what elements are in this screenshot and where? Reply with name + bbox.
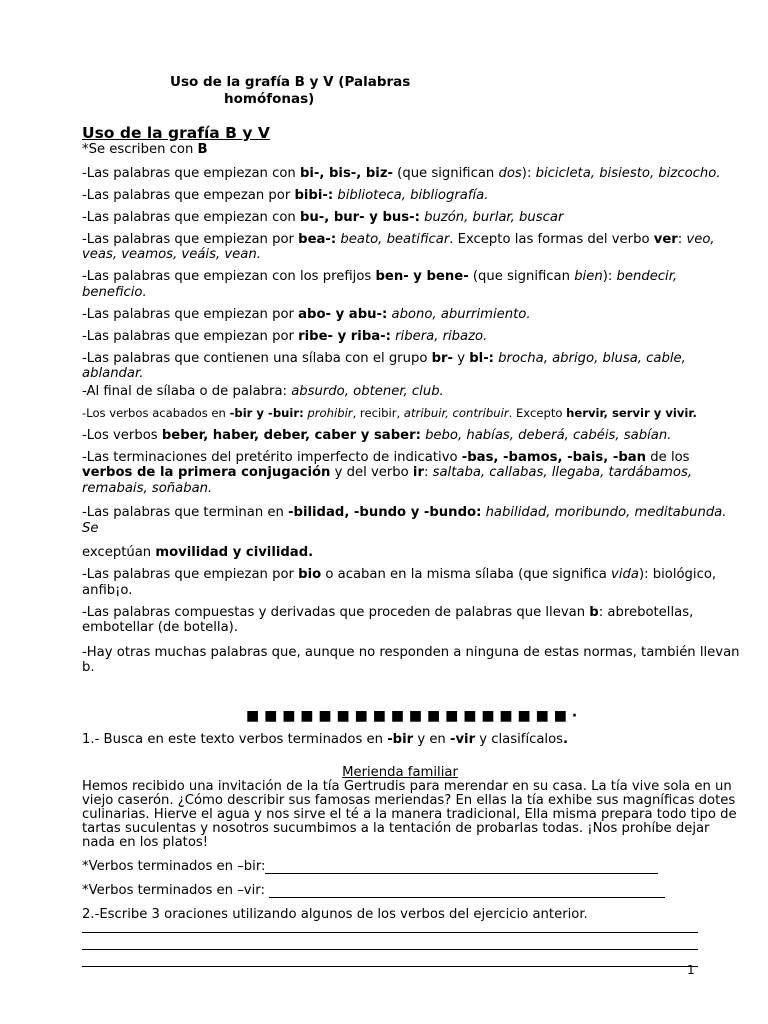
fill-vir-blank[interactable]	[269, 885, 665, 898]
answer-line[interactable]	[82, 932, 698, 933]
rule-item	[82, 605, 742, 636]
rule-item	[82, 351, 742, 382]
text-segment: exceptúan	[82, 545, 156, 560]
rule-item	[82, 450, 742, 497]
text-segment: -Las palabras que terminan en	[82, 505, 289, 520]
text-segment: -Las palabras que empiezan por	[82, 567, 299, 582]
bold-text: hervir, servir y vivir.	[566, 405, 697, 420]
bold-text: -vir	[449, 732, 476, 747]
bold-text: ben- y bene-	[375, 269, 469, 284]
bold-text: -bir y -buir:	[229, 405, 304, 420]
exercise-section	[82, 732, 742, 929]
document-title	[170, 74, 470, 108]
italic-text: brocha, abrigo, blusa, cable, ablandar.	[82, 350, 686, 381]
bold-text: -bas, -bamos, -bais, -ban	[461, 449, 647, 465]
fill-bir-label: *Verbos terminados en –bir:	[82, 859, 266, 874]
story-title: Merienda familiar	[342, 765, 458, 780]
rule-item	[82, 232, 742, 263]
answer-lines	[82, 932, 698, 983]
text-segment: de los	[646, 449, 690, 465]
intro-bold: B	[197, 142, 208, 157]
exercise-1-instruction	[82, 732, 742, 747]
text-segment: -Los verbos	[82, 427, 162, 443]
text-segment: :	[423, 465, 433, 480]
rule-item	[82, 269, 742, 300]
text-segment: -Las palabras que empiezan por	[82, 328, 299, 344]
bold-text: bi-, bis-, biz-	[299, 165, 393, 181]
italic-text: bendecir, beneficio.	[82, 269, 678, 300]
text-segment: -Las terminaciones del pretérito imperfecto de indicativo	[82, 449, 462, 465]
bold-text: beber, haber, deber, caber y saber:	[161, 427, 421, 443]
text-segment: , recibir,	[352, 405, 404, 420]
fill-bir-blank[interactable]	[265, 861, 658, 874]
text-segment: y	[453, 350, 470, 366]
text-segment: -Las palabras que empiezan con	[82, 165, 300, 181]
text-segment: . Excepto	[508, 405, 567, 420]
bold-text: bibi-:	[294, 187, 334, 203]
italic-text: beato, beatificar	[340, 231, 450, 247]
separator-dots: ■ ■ ■ ■ ■ ■ ■ ■ ■ ■ ■ ■ ■ ■ ■ ■ ■ ■ ·	[246, 708, 578, 724]
title-line-2: homófonas)	[224, 91, 315, 107]
rules-section	[82, 142, 742, 682]
rule-item	[82, 645, 742, 676]
text-segment: y del verbo	[330, 465, 413, 480]
rule-item	[82, 545, 742, 561]
text-segment: o acaban en la misma sílaba (que significa	[321, 567, 612, 582]
italic-text: veo, veas, veamos, veáis, vean.	[82, 231, 715, 262]
text-segment: ):	[521, 165, 536, 181]
italic-text: absurdo, obtener, club.	[291, 383, 444, 399]
fill-vir-label: *Verbos terminados en –vir:	[82, 883, 270, 898]
italic-text: ribera, ribazo.	[395, 328, 488, 344]
text-segment: y clasifícalos	[475, 732, 564, 747]
italic-text: dos	[498, 165, 522, 181]
bold-text: bea-:	[298, 231, 337, 247]
fill-vir-row	[82, 883, 742, 898]
text-segment: -Al final de sílaba o de palabra:	[82, 383, 292, 399]
bold-text: movilidad y civilidad.	[155, 545, 314, 560]
text-segment: -Las palabras que empezan por	[82, 187, 295, 203]
rules-list	[82, 166, 742, 676]
exercise-2-instruction: 2.-Escribe 3 oraciones utilizando algunos de los verbos del ejercicio anterior.	[82, 907, 588, 922]
bold-text: ribe- y riba-:	[298, 328, 391, 344]
text-segment: ):	[602, 269, 617, 284]
text-segment: -Hay otras muchas palabras que, aunque no responden a ninguna de estas normas, también llevan b.	[82, 644, 740, 675]
italic-text: bebo, habías, deberá, cabéis, sabían.	[425, 427, 672, 443]
rule-item	[82, 188, 742, 204]
rule-item	[82, 307, 742, 323]
italic-text: saltaba, callabas, llegaba, tardábamos, remabais, soñaban.	[82, 465, 693, 496]
bold-text: abo- y abu-:	[298, 306, 388, 322]
text-segment: 1.- Busca en este texto verbos terminados en	[82, 732, 388, 747]
italic-text: prohibir	[307, 405, 353, 420]
answer-line[interactable]	[82, 966, 698, 967]
section-heading: Uso de la grafía B y V	[82, 124, 270, 142]
bold-text: -bir	[387, 732, 414, 747]
bold-text: .	[563, 732, 569, 747]
page-number: 1	[687, 963, 695, 977]
italic-text: vida	[611, 567, 639, 582]
fill-bir-row	[82, 859, 742, 874]
italic-text: abono, aburrimiento.	[391, 306, 531, 322]
rule-item	[82, 166, 742, 182]
text-segment: -Las palabras que empiezan con	[82, 209, 300, 225]
bold-text: verbos de la primera conjugación	[82, 465, 331, 480]
italic-text: bicicleta, bisiesto, bizcocho.	[535, 165, 721, 181]
rule-item	[82, 329, 742, 345]
text-segment: (que significan	[392, 165, 499, 181]
rule-item	[82, 384, 742, 400]
text-segment: -Las palabras que empiezan con los prefijos	[82, 269, 376, 284]
text-segment: : abrebotellas, embotellar (de botella).	[82, 604, 694, 635]
text-segment: -Las palabras compuestas y derivadas que proceden de palabras que llevan	[82, 604, 590, 620]
text-segment: -Las palabras que contienen una sílaba con el grupo	[82, 350, 432, 366]
intro-text: *Se escriben con	[82, 142, 198, 157]
rule-item	[82, 210, 742, 226]
italic-text: habilidad, moribundo, meditabunda. Se	[82, 505, 727, 536]
text-segment: (que significan	[468, 269, 575, 284]
rule-item	[82, 505, 742, 536]
italic-text: buzón, burlar, buscar	[424, 209, 564, 225]
bold-text: bio	[298, 567, 322, 582]
rule-item	[82, 567, 742, 598]
answer-line[interactable]	[82, 949, 698, 950]
text-segment: y en	[413, 732, 450, 747]
text-segment: -Las palabras que empiezan por	[82, 306, 299, 322]
text-segment: ): biológico, anfib¡o.	[82, 567, 717, 598]
italic-text: biblioteca, bibliografía.	[337, 187, 489, 203]
bold-text: b	[589, 604, 599, 620]
bold-text: br-	[431, 350, 454, 366]
text-segment: . Excepto las formas del verbo	[449, 231, 654, 247]
text-segment: -Las palabras que empiezan por	[82, 231, 299, 247]
intro-line	[82, 142, 742, 158]
bold-text: bu-, bur- y bus-:	[299, 209, 420, 225]
rule-item	[82, 406, 742, 422]
italic-text: bien	[574, 269, 603, 284]
title-line-1: Uso de la grafía B y V (Palabras	[170, 74, 411, 90]
text-segment: :	[677, 231, 687, 247]
story-text: Hemos recibido una invitación de la tía Gertrudis para merendar en su casa. La tía vive sola en un viejo caserón. ¿Cómo describir sus famosas meriendas? En ellas la tía exhibe sus magníficas dotes culinarias. Hierve el agua y nos sirve el té a la manera tradicional, Ella misma prepara todo tipo de tartas suculentas y nosotros sucumbimos a la tentación de probarlas todas. ¡Nos prohíbe dejar nada en los platos!	[82, 779, 737, 850]
rule-item	[82, 428, 742, 444]
bold-text: ir	[412, 465, 424, 480]
bold-text: -bilidad, -bundo y -bundo:	[288, 505, 482, 520]
bold-text: ver	[653, 231, 678, 247]
italic-text: atribuir, contribuir	[403, 405, 509, 420]
bold-text: bl-:	[469, 350, 494, 366]
text-segment: -Los verbos acabados en	[82, 405, 230, 420]
